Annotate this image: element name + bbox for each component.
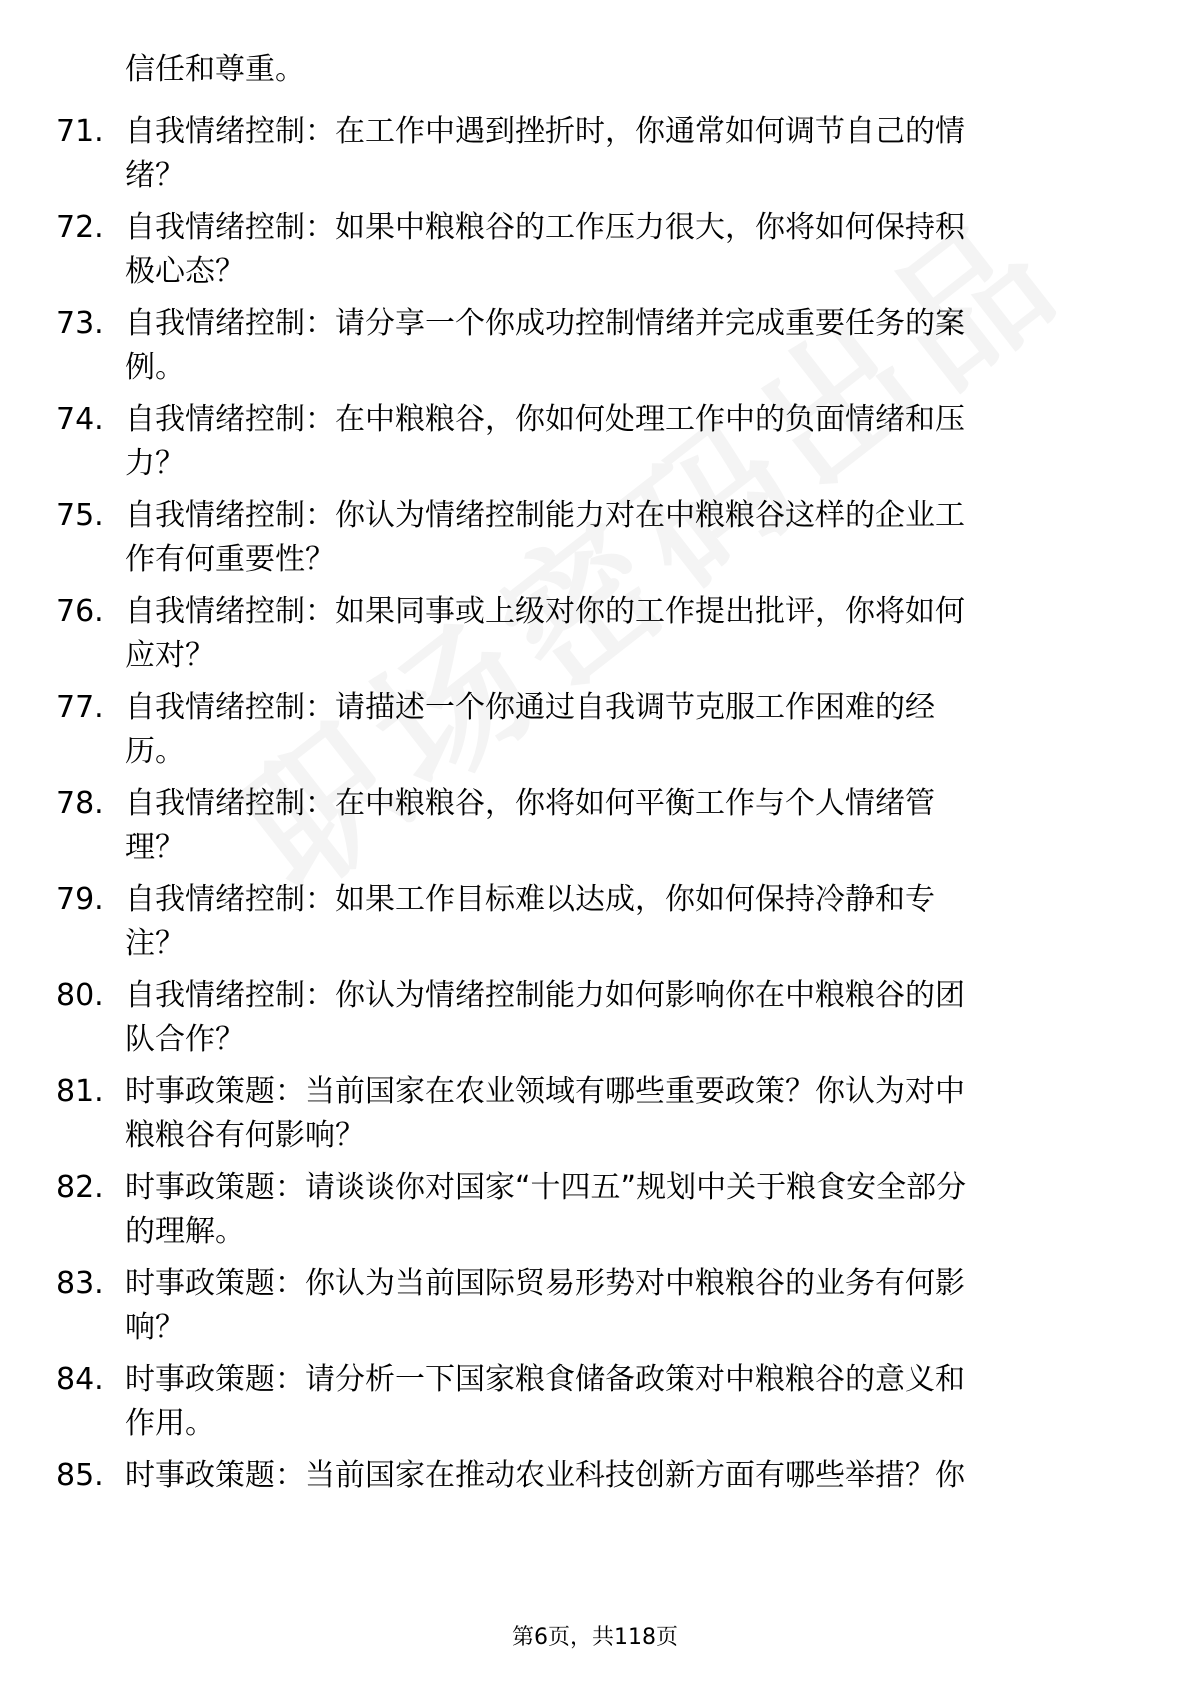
item-line: 时事政策题：请谈谈你对国家“十四五”规划中关于粮食安全部分: [125, 1170, 967, 1205]
item-text: [125, 782, 1125, 870]
item-number: 80.: [56, 978, 104, 1013]
item-line: 作用。: [125, 1406, 215, 1441]
item-text: [125, 1262, 1125, 1350]
item-text: [125, 302, 1125, 390]
item-line: 绪？: [125, 158, 185, 193]
item-line: 力？: [125, 446, 185, 481]
item-number: 76.: [56, 594, 104, 629]
item-number: 77.: [56, 690, 104, 725]
item-number: 83.: [56, 1266, 104, 1301]
item-text: [125, 494, 1125, 582]
item-text: [125, 206, 1125, 294]
item-line: 时事政策题：当前国家在农业领域有哪些重要政策？你认为对中: [125, 1074, 965, 1109]
item-line: 时事政策题：当前国家在推动农业科技创新方面有哪些举措？你: [125, 1458, 965, 1493]
continuation-text: 信任和尊重。: [125, 52, 305, 87]
item-number: 79.: [56, 882, 104, 917]
item-number: 74.: [56, 402, 104, 437]
item-line: 自我情绪控制：在中粮粮谷，你将如何平衡工作与个人情绪管: [125, 786, 935, 821]
item-text: [125, 974, 1125, 1062]
item-number: 85.: [56, 1458, 104, 1493]
item-text: [125, 110, 1125, 198]
item-number: 75.: [56, 498, 104, 533]
item-line: 响？: [125, 1310, 185, 1345]
item-number: 81.: [56, 1074, 104, 1109]
item-line: 注？: [125, 926, 185, 961]
item-line: 自我情绪控制：如果同事或上级对你的工作提出批评，你将如何: [125, 594, 965, 629]
item-number: 82.: [56, 1170, 104, 1205]
item-text: [125, 1358, 1125, 1446]
item-line: 自我情绪控制：请分享一个你成功控制情绪并完成重要任务的案: [125, 306, 965, 341]
item-line: 历。: [125, 734, 185, 769]
item-number: 78.: [56, 786, 104, 821]
item-line: 极心态？: [125, 254, 245, 289]
item-line: 自我情绪控制：请描述一个你通过自我调节克服工作困难的经: [125, 690, 935, 725]
item-line: 时事政策题：你认为当前国际贸易形势对中粮粮谷的业务有何影: [125, 1266, 965, 1301]
item-line: 理？: [125, 830, 185, 865]
page-footer: 第6页，共118页: [512, 1625, 678, 1650]
item-number: 73.: [56, 306, 104, 341]
item-line: 应对？: [125, 638, 215, 673]
item-line: 的理解。: [125, 1214, 245, 1249]
item-text: [125, 1166, 1125, 1254]
item-line: 自我情绪控制：你认为情绪控制能力如何影响你在中粮粮谷的团: [125, 978, 965, 1013]
item-text: [125, 1454, 1125, 1498]
item-line: 例。: [125, 350, 185, 385]
item-line: 自我情绪控制：在中粮粮谷，你如何处理工作中的负面情绪和压: [125, 402, 965, 437]
item-line: 自我情绪控制：如果中粮粮谷的工作压力很大，你将如何保持积: [125, 210, 965, 245]
item-number: 84.: [56, 1362, 104, 1397]
item-number: 71.: [56, 114, 104, 149]
item-text: [125, 1070, 1125, 1158]
item-text: [125, 590, 1125, 678]
item-line: 队合作？: [125, 1022, 245, 1057]
item-line: 作有何重要性？: [125, 542, 335, 577]
item-line: 自我情绪控制：你认为情绪控制能力对在中粮粮谷这样的企业工: [125, 498, 965, 533]
item-text: [125, 686, 1125, 774]
item-text: [125, 398, 1125, 486]
item-line: 粮粮谷有何影响？: [125, 1118, 365, 1153]
item-line: 自我情绪控制：如果工作目标难以达成，你如何保持冷静和专: [125, 882, 935, 917]
item-text: [125, 878, 1125, 966]
item-line: 自我情绪控制：在工作中遇到挫折时，你通常如何调节自己的情: [125, 114, 965, 149]
item-number: 72.: [56, 210, 104, 245]
item-line: 时事政策题：请分析一下国家粮食储备政策对中粮粮谷的意义和: [125, 1362, 965, 1397]
